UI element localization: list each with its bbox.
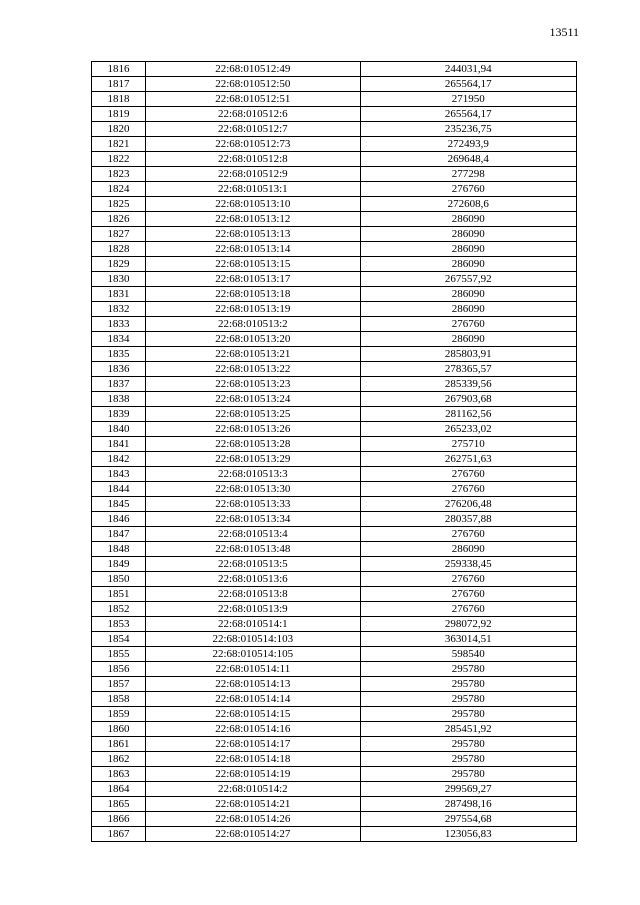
cadastral-number-cell: 22:68:010514:103 <box>146 632 360 647</box>
row-number-cell: 1835 <box>92 347 146 362</box>
row-number-cell: 1817 <box>92 77 146 92</box>
value-cell: 598540 <box>360 647 576 662</box>
row-number-cell: 1843 <box>92 467 146 482</box>
cadastral-number-cell: 22:68:010513:1 <box>146 182 360 197</box>
cadastral-number-cell: 22:68:010513:23 <box>146 377 360 392</box>
cadastral-number-cell: 22:68:010513:5 <box>146 557 360 572</box>
table-row <box>92 77 577 92</box>
cadastral-number-cell: 22:68:010513:10 <box>146 197 360 212</box>
table-row <box>92 242 577 257</box>
cadastral-number-cell: 22:68:010514:105 <box>146 647 360 662</box>
value-cell: 286090 <box>360 542 576 557</box>
table-row <box>92 707 577 722</box>
table-row <box>92 722 577 737</box>
table-row <box>92 647 577 662</box>
value-cell: 244031,94 <box>360 62 576 77</box>
row-number-cell: 1860 <box>92 722 146 737</box>
row-number-cell: 1824 <box>92 182 146 197</box>
cadastral-number-cell: 22:68:010512:7 <box>146 122 360 137</box>
row-number-cell: 1849 <box>92 557 146 572</box>
value-cell: 235236,75 <box>360 122 576 137</box>
row-number-cell: 1841 <box>92 437 146 452</box>
row-number-cell: 1838 <box>92 392 146 407</box>
row-number-cell: 1852 <box>92 602 146 617</box>
value-cell: 280357,88 <box>360 512 576 527</box>
cadastral-number-cell: 22:68:010513:33 <box>146 497 360 512</box>
row-number-cell: 1850 <box>92 572 146 587</box>
cadastral-number-cell: 22:68:010513:14 <box>146 242 360 257</box>
cadastral-number-cell: 22:68:010513:19 <box>146 302 360 317</box>
value-cell: 276760 <box>360 527 576 542</box>
table-row <box>92 617 577 632</box>
cadastral-number-cell: 22:68:010513:28 <box>146 437 360 452</box>
table-row <box>92 557 577 572</box>
cadastral-number-cell: 22:68:010514:16 <box>146 722 360 737</box>
value-cell: 275710 <box>360 437 576 452</box>
value-cell: 267557,92 <box>360 272 576 287</box>
row-number-cell: 1842 <box>92 452 146 467</box>
table-row <box>92 602 577 617</box>
row-number-cell: 1836 <box>92 362 146 377</box>
value-cell: 265564,17 <box>360 77 576 92</box>
cadastral-number-cell: 22:68:010513:34 <box>146 512 360 527</box>
value-cell: 272608,6 <box>360 197 576 212</box>
value-cell: 276760 <box>360 317 576 332</box>
cadastral-number-cell: 22:68:010512:49 <box>146 62 360 77</box>
table-row <box>92 392 577 407</box>
cadastral-number-cell: 22:68:010514:11 <box>146 662 360 677</box>
value-cell: 286090 <box>360 212 576 227</box>
cadastral-value-table <box>91 61 577 842</box>
row-number-cell: 1851 <box>92 587 146 602</box>
table-row <box>92 737 577 752</box>
table-row <box>92 677 577 692</box>
cadastral-number-cell: 22:68:010512:73 <box>146 137 360 152</box>
table-row <box>92 377 577 392</box>
row-number-cell: 1863 <box>92 767 146 782</box>
cadastral-number-cell: 22:68:010514:19 <box>146 767 360 782</box>
row-number-cell: 1848 <box>92 542 146 557</box>
value-cell: 287498,16 <box>360 797 576 812</box>
table-row <box>92 62 577 77</box>
row-number-cell: 1853 <box>92 617 146 632</box>
value-cell: 276760 <box>360 467 576 482</box>
cadastral-number-cell: 22:68:010514:14 <box>146 692 360 707</box>
value-cell: 276760 <box>360 482 576 497</box>
table-row <box>92 527 577 542</box>
table-row <box>92 452 577 467</box>
cadastral-number-cell: 22:68:010513:17 <box>146 272 360 287</box>
row-number-cell: 1839 <box>92 407 146 422</box>
table-row <box>92 302 577 317</box>
table-row <box>92 662 577 677</box>
row-number-cell: 1821 <box>92 137 146 152</box>
row-number-cell: 1859 <box>92 707 146 722</box>
cadastral-number-cell: 22:68:010513:9 <box>146 602 360 617</box>
value-cell: 259338,45 <box>360 557 576 572</box>
cadastral-number-cell: 22:68:010512:50 <box>146 77 360 92</box>
value-cell: 295780 <box>360 692 576 707</box>
value-cell: 276760 <box>360 572 576 587</box>
table-row <box>92 692 577 707</box>
row-number-cell: 1858 <box>92 692 146 707</box>
row-number-cell: 1854 <box>92 632 146 647</box>
table-row <box>92 482 577 497</box>
row-number-cell: 1833 <box>92 317 146 332</box>
table-row <box>92 767 577 782</box>
row-number-cell: 1846 <box>92 512 146 527</box>
value-cell: 276206,48 <box>360 497 576 512</box>
value-cell: 285339,56 <box>360 377 576 392</box>
cadastral-number-cell: 22:68:010514:13 <box>146 677 360 692</box>
table-row <box>92 257 577 272</box>
cadastral-number-cell: 22:68:010514:26 <box>146 812 360 827</box>
value-cell: 276760 <box>360 182 576 197</box>
row-number-cell: 1845 <box>92 497 146 512</box>
table-row <box>92 407 577 422</box>
value-cell: 297554,68 <box>360 812 576 827</box>
table-row <box>92 797 577 812</box>
table-row <box>92 182 577 197</box>
cadastral-number-cell: 22:68:010512:6 <box>146 107 360 122</box>
value-cell: 299569,27 <box>360 782 576 797</box>
cadastral-number-cell: 22:68:010512:51 <box>146 92 360 107</box>
value-cell: 262751,63 <box>360 452 576 467</box>
row-number-cell: 1831 <box>92 287 146 302</box>
cadastral-number-cell: 22:68:010512:9 <box>146 167 360 182</box>
table-row <box>92 362 577 377</box>
value-cell: 298072,92 <box>360 617 576 632</box>
row-number-cell: 1862 <box>92 752 146 767</box>
value-cell: 286090 <box>360 302 576 317</box>
row-number-cell: 1828 <box>92 242 146 257</box>
cadastral-number-cell: 22:68:010513:4 <box>146 527 360 542</box>
table-row <box>92 212 577 227</box>
table-row <box>92 317 577 332</box>
table-row <box>92 752 577 767</box>
value-cell: 295780 <box>360 737 576 752</box>
value-cell: 269648,4 <box>360 152 576 167</box>
cadastral-number-cell: 22:68:010513:22 <box>146 362 360 377</box>
value-cell: 278365,57 <box>360 362 576 377</box>
table-row <box>92 587 577 602</box>
row-number-cell: 1844 <box>92 482 146 497</box>
table-row <box>92 827 577 842</box>
cadastral-number-cell: 22:68:010513:20 <box>146 332 360 347</box>
table-row <box>92 107 577 122</box>
table-row <box>92 422 577 437</box>
row-number-cell: 1861 <box>92 737 146 752</box>
value-cell: 272493,9 <box>360 137 576 152</box>
row-number-cell: 1847 <box>92 527 146 542</box>
table-row <box>92 437 577 452</box>
cadastral-number-cell: 22:68:010514:15 <box>146 707 360 722</box>
value-cell: 276760 <box>360 602 576 617</box>
cadastral-number-cell: 22:68:010513:48 <box>146 542 360 557</box>
row-number-cell: 1825 <box>92 197 146 212</box>
table-row <box>92 227 577 242</box>
cadastral-number-cell: 22:68:010514:27 <box>146 827 360 842</box>
value-cell: 123056,83 <box>360 827 576 842</box>
cadastral-number-cell: 22:68:010513:25 <box>146 407 360 422</box>
row-number-cell: 1830 <box>92 272 146 287</box>
table-row <box>92 467 577 482</box>
value-cell: 286090 <box>360 242 576 257</box>
row-number-cell: 1865 <box>92 797 146 812</box>
table-row <box>92 782 577 797</box>
value-cell: 295780 <box>360 707 576 722</box>
row-number-cell: 1832 <box>92 302 146 317</box>
table-row <box>92 542 577 557</box>
table-row <box>92 122 577 137</box>
row-number-cell: 1840 <box>92 422 146 437</box>
value-cell: 271950 <box>360 92 576 107</box>
row-number-cell: 1855 <box>92 647 146 662</box>
table-row <box>92 347 577 362</box>
table-row <box>92 287 577 302</box>
cadastral-number-cell: 22:68:010513:8 <box>146 587 360 602</box>
table-body <box>92 62 577 842</box>
cadastral-number-cell: 22:68:010513:30 <box>146 482 360 497</box>
value-cell: 295780 <box>360 677 576 692</box>
table-row <box>92 167 577 182</box>
table-row <box>92 152 577 167</box>
table-row <box>92 332 577 347</box>
value-cell: 295780 <box>360 752 576 767</box>
row-number-cell: 1829 <box>92 257 146 272</box>
value-cell: 277298 <box>360 167 576 182</box>
cadastral-number-cell: 22:68:010514:1 <box>146 617 360 632</box>
row-number-cell: 1837 <box>92 377 146 392</box>
table-row <box>92 272 577 287</box>
cadastral-number-cell: 22:68:010513:15 <box>146 257 360 272</box>
row-number-cell: 1822 <box>92 152 146 167</box>
table-row <box>92 497 577 512</box>
row-number-cell: 1820 <box>92 122 146 137</box>
cadastral-number-cell: 22:68:010513:24 <box>146 392 360 407</box>
value-cell: 286090 <box>360 227 576 242</box>
row-number-cell: 1864 <box>92 782 146 797</box>
cadastral-number-cell: 22:68:010512:8 <box>146 152 360 167</box>
value-cell: 267903,68 <box>360 392 576 407</box>
cadastral-number-cell: 22:68:010513:18 <box>146 287 360 302</box>
row-number-cell: 1826 <box>92 212 146 227</box>
table-row <box>92 812 577 827</box>
cadastral-number-cell: 22:68:010513:21 <box>146 347 360 362</box>
page-number: 13511 <box>549 25 579 39</box>
value-cell: 286090 <box>360 287 576 302</box>
value-cell: 363014,51 <box>360 632 576 647</box>
row-number-cell: 1818 <box>92 92 146 107</box>
row-number-cell: 1816 <box>92 62 146 77</box>
cadastral-number-cell: 22:68:010513:26 <box>146 422 360 437</box>
cadastral-number-cell: 22:68:010514:17 <box>146 737 360 752</box>
table-row <box>92 92 577 107</box>
table-row <box>92 512 577 527</box>
cadastral-number-cell: 22:68:010513:3 <box>146 467 360 482</box>
cadastral-number-cell: 22:68:010513:2 <box>146 317 360 332</box>
value-cell: 265564,17 <box>360 107 576 122</box>
table-row <box>92 197 577 212</box>
row-number-cell: 1834 <box>92 332 146 347</box>
table-row <box>92 137 577 152</box>
value-cell: 286090 <box>360 257 576 272</box>
value-cell: 276760 <box>360 587 576 602</box>
value-cell: 281162,56 <box>360 407 576 422</box>
value-cell: 265233,02 <box>360 422 576 437</box>
value-cell: 286090 <box>360 332 576 347</box>
table-row <box>92 632 577 647</box>
cadastral-number-cell: 22:68:010514:21 <box>146 797 360 812</box>
cadastral-number-cell: 22:68:010513:6 <box>146 572 360 587</box>
row-number-cell: 1819 <box>92 107 146 122</box>
row-number-cell: 1867 <box>92 827 146 842</box>
row-number-cell: 1823 <box>92 167 146 182</box>
row-number-cell: 1866 <box>92 812 146 827</box>
value-cell: 295780 <box>360 767 576 782</box>
cadastral-number-cell: 22:68:010513:12 <box>146 212 360 227</box>
value-cell: 285451,92 <box>360 722 576 737</box>
cadastral-number-cell: 22:68:010513:13 <box>146 227 360 242</box>
row-number-cell: 1857 <box>92 677 146 692</box>
value-cell: 285803,91 <box>360 347 576 362</box>
row-number-cell: 1856 <box>92 662 146 677</box>
table-row <box>92 572 577 587</box>
cadastral-number-cell: 22:68:010513:29 <box>146 452 360 467</box>
value-cell: 295780 <box>360 662 576 677</box>
cadastral-number-cell: 22:68:010514:18 <box>146 752 360 767</box>
row-number-cell: 1827 <box>92 227 146 242</box>
cadastral-number-cell: 22:68:010514:2 <box>146 782 360 797</box>
